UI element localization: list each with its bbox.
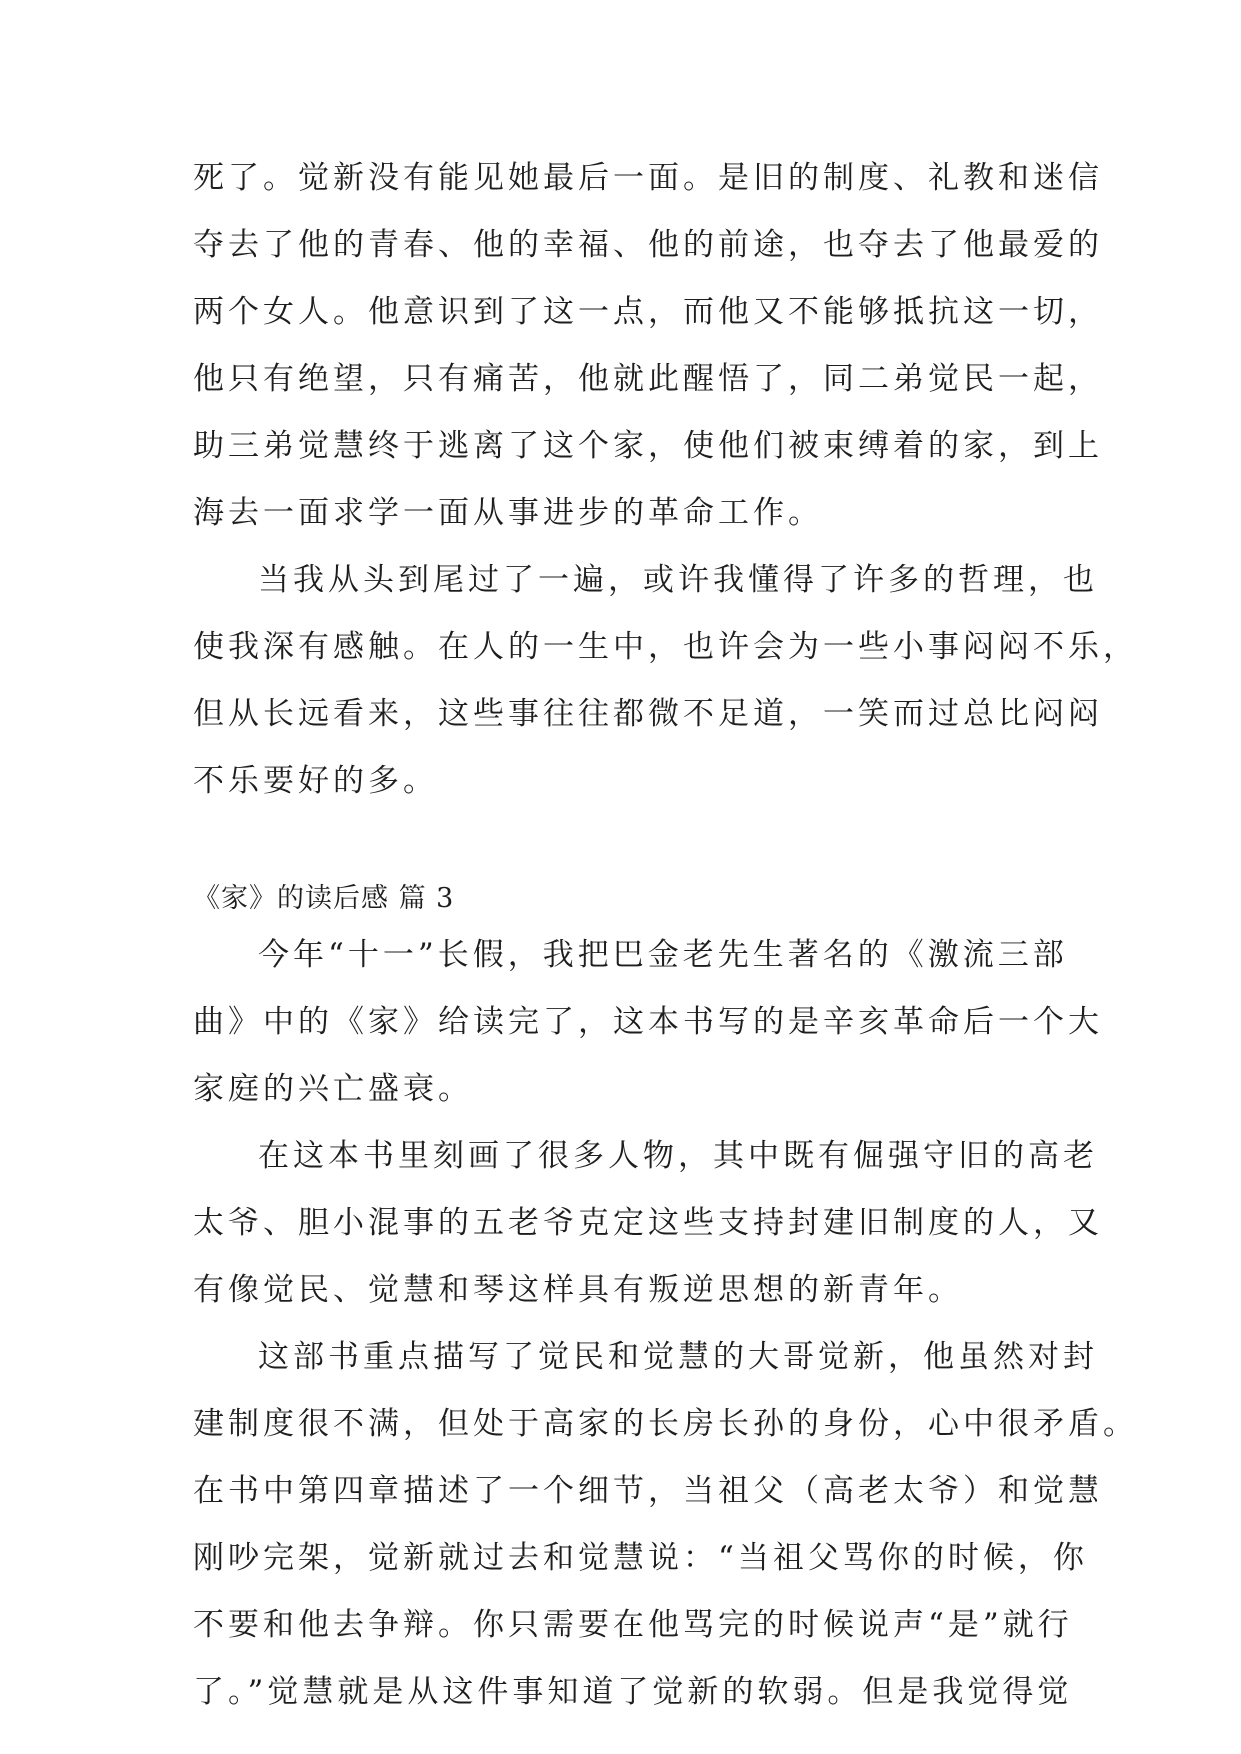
text-line: 刚吵完架，觉新就过去和觉慧说：“当祖父骂你的时候，你 (193, 1540, 1088, 1576)
text-line: 今年“十一”长假，我把巴金老先生著名的《激流三部 (258, 937, 1068, 973)
text-line: 曲》中的《家》给读完了，这本书写的是辛亥革命后一个大 (193, 1004, 1103, 1040)
text-line: 他只有绝望，只有痛苦，他就此醒悟了，同二弟觉民一起， (193, 361, 1103, 397)
text-line: 家庭的兴亡盛衰。 (193, 1071, 473, 1107)
text-line: 在书中第四章描述了一个细节，当祖父（高老太爷）和觉慧 (193, 1473, 1103, 1509)
section-heading: 《家》的读后感 篇 3 (193, 883, 455, 914)
text-line: 两个女人。他意识到了这一点，而他又不能够抵抗这一切， (193, 294, 1103, 330)
text-line: 这部书重点描写了觉民和觉慧的大哥觉新，他虽然对封 (258, 1339, 1098, 1375)
text-line: 但从长远看来，这些事往往都微不足道，一笑而过总比闷闷 (193, 696, 1103, 732)
text-line: 了。”觉慧就是从这件事知道了觉新的软弱。但是我觉得觉 (193, 1674, 1073, 1710)
text-line: 建制度很不满，但处于高家的长房长孙的身份，心中很矛盾。 (193, 1406, 1138, 1442)
text-line: 不要和他去争辩。你只需要在他骂完的时候说声“是”就行 (193, 1607, 1073, 1643)
text-line: 在这本书里刻画了很多人物，其中既有倔强守旧的高老 (258, 1138, 1098, 1174)
text-line: 不乐要好的多。 (193, 763, 438, 799)
text-line: 有像觉民、觉慧和琴这样具有叛逆思想的新青年。 (193, 1272, 963, 1308)
text-line: 助三弟觉慧终于逃离了这个家，使他们被束缚着的家，到上 (193, 428, 1103, 464)
text-line: 死了。觉新没有能见她最后一面。是旧的制度、礼教和迷信 (193, 160, 1103, 196)
text-line: 使我深有感触。在人的一生中，也许会为一些小事闷闷不乐， (193, 629, 1138, 665)
text-line: 夺去了他的青春、他的幸福、他的前途，也夺去了他最爱的 (193, 227, 1103, 263)
text-line: 太爷、胆小混事的五老爷克定这些支持封建旧制度的人，又 (193, 1205, 1103, 1241)
text-line: 海去一面求学一面从事进步的革命工作。 (193, 495, 823, 531)
text-line: 当我从头到尾过了一遍，或许我懂得了许多的哲理，也 (258, 562, 1098, 598)
